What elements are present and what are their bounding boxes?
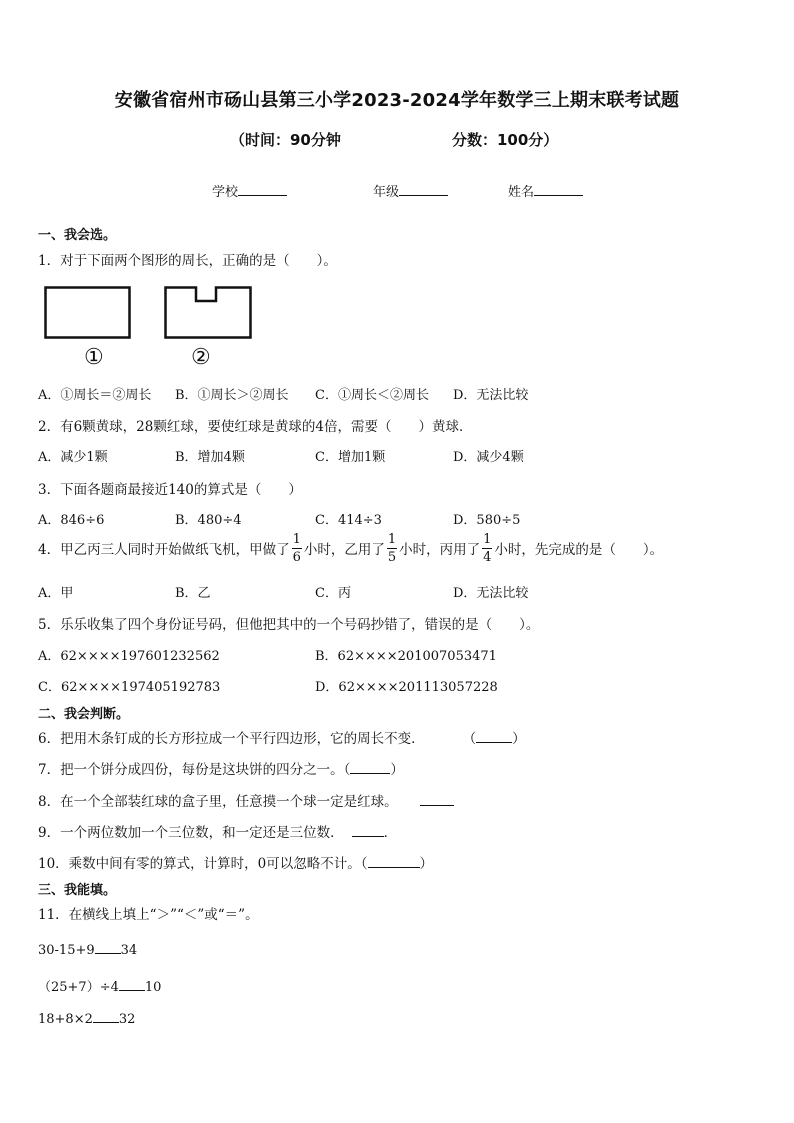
school-field [212,181,287,200]
q1-option-d[interactable]: D．无法比较 [453,388,529,403]
q11-item-3-right: 32 [118,1012,136,1027]
q11-item-2-blank[interactable] [119,978,145,991]
figure-1-label: ① [84,345,104,370]
question-1: 1．对于下面两个图形的周长，正确的是（ ）。 [38,253,337,269]
q11-item-1-left: 30-15+9 [38,943,95,958]
q6-paren-open: （ [462,731,477,747]
question-8 [38,790,454,810]
q4-f2-denominator: 5 [387,550,397,565]
q11-item-3-blank[interactable] [93,1010,119,1023]
section-heading-judge: 二、我会判断。 [38,707,130,722]
exam-score: 分数：100分） [452,131,559,149]
rectangle-figure-1 [44,286,134,341]
q5-option-a[interactable]: A．62××××197601232562 [38,649,220,664]
q7-answer-blank[interactable] [350,761,390,774]
q4-option-b[interactable]: B．乙 [175,586,211,601]
q6-answer-blank[interactable] [476,730,512,743]
q9-period: ． [383,825,398,841]
q11-item-3 [38,1010,135,1027]
school-blank[interactable] [238,182,287,196]
q6-text: 6．把用木条钉成的长方形拉成一个平行四边形，它的周长不变． [38,731,425,747]
q4-text-3: 小时，丙用了 [399,542,481,558]
grade-label: 年级 [373,185,400,200]
q11-item-2-right: 10 [144,980,162,995]
q4-f3-numerator: 1 [483,532,492,547]
q7-paren-close: ） [390,762,404,778]
q4-f1-numerator: 1 [292,532,301,547]
q11-item-2 [38,976,161,995]
q10-paren-close: ） [419,856,434,872]
q3-option-b[interactable]: B．480÷4 [175,513,242,528]
question-10 [38,852,433,872]
q4-text-2: 小时，乙用了 [303,542,385,558]
q4-f2-numerator: 1 [387,532,397,547]
section-heading-fill: 三、我能填。 [38,883,117,898]
q2-option-c[interactable]: C．增加1颗 [315,450,386,465]
question-3: 3．下面各题商最接近140的算式是（ ） [38,482,302,498]
question-11: 11．在横线上填上“＞”“＜”或“＝”。 [38,907,259,923]
question-7 [38,758,404,778]
q3-option-c[interactable]: C．414÷3 [315,513,382,528]
q2-option-a[interactable]: A．减少1颗 [38,450,108,465]
q2-option-b[interactable]: B．增加4颗 [175,450,245,465]
q11-item-2-left: （25+7）÷4 [38,980,119,995]
q4-text-1: 4．甲乙丙三人同时开始做纸飞机，甲做了 [38,542,290,558]
name-field [508,181,583,200]
q9-answer-blank[interactable] [352,824,384,837]
q2-option-d[interactable]: D．减少4颗 [453,450,524,465]
q11-item-1-blank[interactable] [95,941,121,954]
q5-option-b[interactable]: B．62××××201007053471 [315,649,497,664]
question-4 [38,532,664,566]
q8-answer-blank[interactable] [420,793,454,806]
q1-option-a[interactable]: A．①周长＝②周长 [38,388,152,403]
q4-option-a[interactable]: A．甲 [38,586,74,601]
name-blank[interactable] [534,182,583,196]
q8-text: 8．在一个全部装红球的盒子里，任意摸一个球一定是红球。 [38,794,398,810]
q5-option-c[interactable]: C．62××××197405192783 [38,680,221,695]
exam-time: （时间：90分钟 [230,131,341,149]
q3-option-d[interactable]: D．580÷5 [453,513,521,528]
q4-f1-denominator: 6 [292,550,301,565]
q1-option-b[interactable]: B．①周长＞②周长 [175,388,289,403]
question-6 [38,727,526,747]
q1-option-c[interactable]: C．①周长＜②周长 [315,388,429,403]
grade-field [373,181,448,200]
fraction-one-sixth [292,533,302,564]
q10-answer-blank[interactable] [368,855,420,868]
grade-blank[interactable] [399,182,448,196]
fraction-one-fourth [482,533,492,564]
q5-option-d[interactable]: D．62××××201113057228 [315,680,498,695]
q10-text: 10．乘数中间有零的算式，计算时，0可以忽略不计。（ [38,856,368,872]
q7-text: 7．把一个饼分成四份，每份是这块饼的四分之一。（ [38,762,351,778]
question-2: 2．有6颗黄球，28颗红球，要使红球是黄球的4倍，需要（ ）黄球． [38,419,473,435]
q11-item-1 [38,941,137,958]
name-label: 姓名 [508,185,535,200]
q4-option-d[interactable]: D．无法比较 [453,586,529,601]
exam-title: 安徽省宿州市砀山县第三小学2023-2024学年数学三上期末联考试题 [114,90,680,111]
q4-option-c[interactable]: C．丙 [315,586,351,601]
q4-f3-denominator: 4 [483,550,492,565]
question-5: 5．乐乐收集了四个身份证号码，但他把其中的一个号码抄错了，错误的是（ ）。 [38,617,540,633]
q6-paren-close: ） [512,731,526,747]
q4-text-4: 小时，先完成的是（ ）。 [494,542,664,558]
q9-text: 9．一个两位数加一个三位数，和一定还是三位数． [38,825,344,841]
school-label: 学校 [212,185,239,200]
question-9 [38,821,397,841]
q3-option-a[interactable]: A．846÷6 [38,513,105,528]
section-heading-choice: 一、我会选。 [38,228,117,243]
q11-item-3-left: 18+8×2 [38,1012,93,1027]
notched-rectangle-figure-2 [164,286,256,341]
figure-2-label: ② [191,345,211,370]
q11-item-1-right: 34 [120,943,138,958]
fraction-one-fifth [387,533,397,564]
